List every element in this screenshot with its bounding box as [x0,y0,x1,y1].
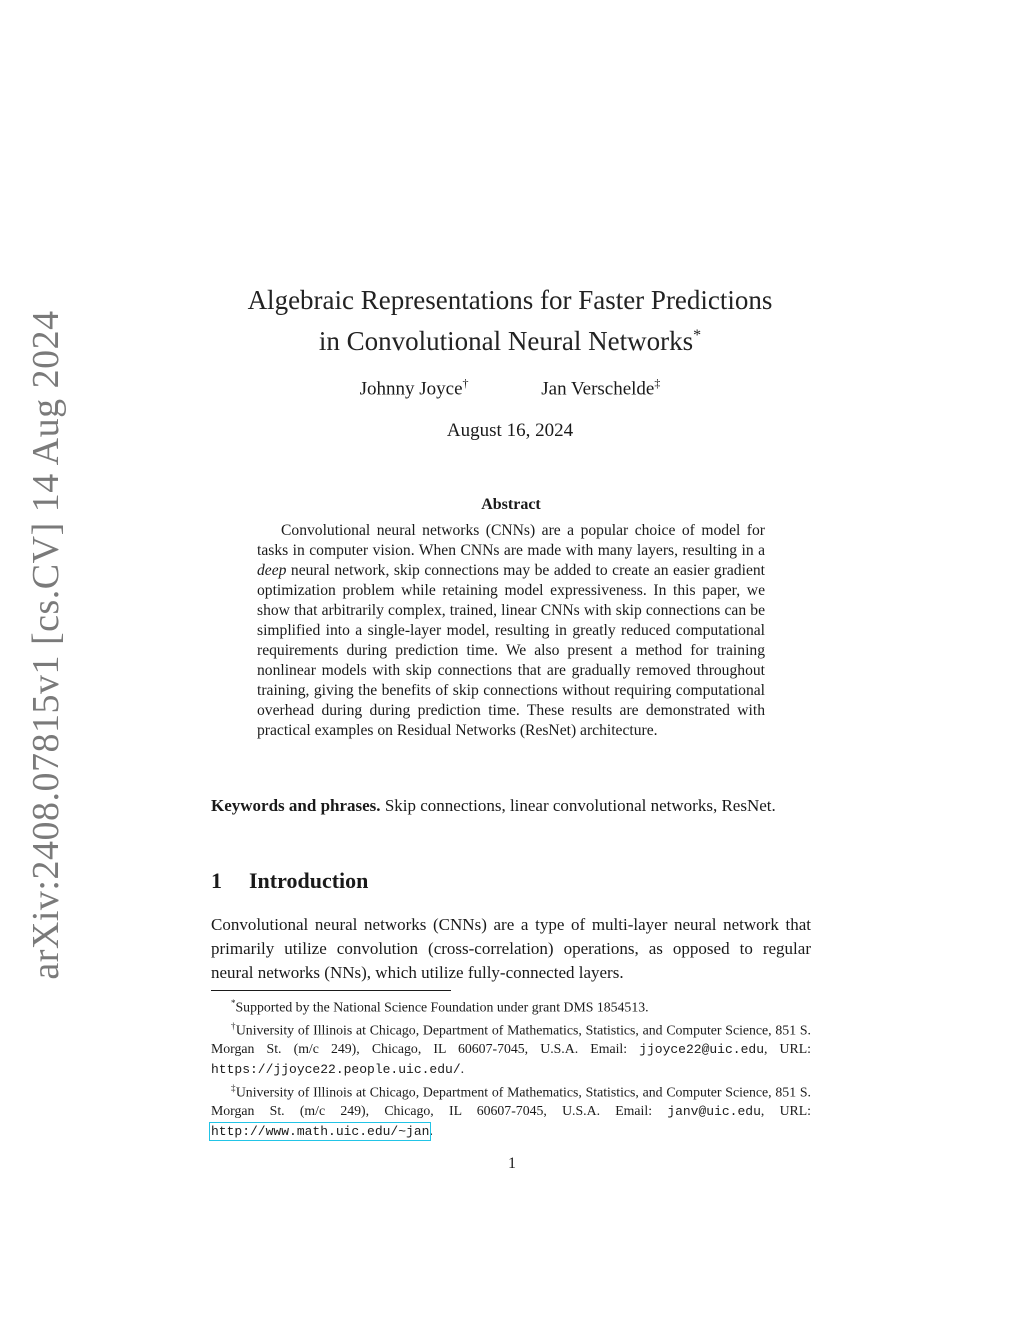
section-number: 1 [211,868,222,893]
footnote-2-end: . [460,1060,465,1076]
arxiv-identifier: arXiv:2408.07815v1 [cs.CV] 14 Aug 2024 [25,310,67,980]
keywords-label: Keywords and phrases. [211,796,381,815]
abstract-text-after: neural network, skip connections may be added to create an easier gradient optimization problem while retaining model expressiveness. In this paper, we show that arbitrarily complex, trained, linear CNNs with skip connections can be simplified into a single-layer model, resulting in greatly reduced computational requirements during prediction time. We also present a method for training nonlinear models with skip connections that are gradually removed throughout training, giving the benefits of skip connections without requiring computational overhead during during prediction time. These results are demonstrated with practical examples on Residual Networks (ResNet) architecture. [257,562,765,739]
page-number: 1 [508,1155,516,1172]
abstract-heading: Abstract [481,496,541,513]
title-line-2 [150,318,870,359]
footnotes [211,994,811,1141]
footnote-3-url-link[interactable]: http://www.math.uic.edu/~jan [211,1123,430,1139]
footnote-3-mark: ‡ [231,1083,236,1094]
author-1 [360,376,469,400]
footnote-1-text: Supported by the National Science Foundation under grant DMS 1854513. [235,999,649,1015]
introduction-paragraph: Convolutional neural networks (CNNs) are a type of multi-layer neural network that primarily utilize convolution (cross-correlation) operations, as opposed to regular neural networks (NNs), which utilize fully-connected layers. [211,915,811,982]
abstract-body [257,521,765,741]
footnote-author-2 [211,1079,811,1141]
section-heading [211,868,368,894]
author-2 [541,376,660,400]
footnote-author-1 [211,1017,811,1079]
footnote-2-url-label: , URL: [764,1041,811,1057]
footnote-2-text: University of Illinois at Chicago, Department of Mathematics, Statistics, and Computer Science, 851 S. Morgan St. (m/c 249), Chicago, IL 60607-7045, U.S.A. Email: [211,1022,811,1057]
footnote-2-email[interactable]: jjoyce22@uic.edu [639,1042,764,1058]
author-1-mark: † [462,376,469,390]
keywords-paragraph [211,794,811,817]
footnote-2-mark: † [231,1021,236,1032]
abstract-text-before: Convolutional neural networks (CNNs) are a popular choice of model for tasks in computer vision. When CNNs are made with many layers, resulting in a [257,522,765,559]
author-1-name: Johnny Joyce [359,378,463,400]
footnote-3-url-label: , URL: [760,1103,811,1119]
title-line-1: Algebraic Representations for Faster Predictions [247,285,773,315]
footnote-3-end: . [429,1122,433,1138]
paper-title [150,282,870,359]
title-footnote-mark: * [693,327,702,344]
author-list [150,376,870,400]
author-2-mark: ‡ [654,376,661,390]
footnote-3-email[interactable]: janv@uic.edu [667,1104,761,1120]
arxiv-side-stamp [16,310,76,980]
footnote-2-url[interactable]: https://jjoyce22.people.uic.edu/ [211,1061,461,1077]
footnote-1-mark: * [231,998,236,1008]
section-title: Introduction [249,868,369,893]
footnote-funding [211,994,811,1017]
footnote-divider [211,990,451,991]
keywords-text: Skip connections, linear convolutional networks, ResNet. [384,796,776,815]
publication-date: August 16, 2024 [446,420,574,441]
abstract-emphasis: deep [257,562,287,579]
footnote-3-text: University of Illinois at Chicago, Department of Mathematics, Statistics, and Computer Science, 851 S. Morgan St. (m/c 249), Chicago, IL 60607-7045, U.S.A. Email: [211,1084,811,1119]
title-line-2-text: in Convolutional Neural Networks [318,326,694,356]
author-2-name: Jan Verschelde [541,378,655,400]
